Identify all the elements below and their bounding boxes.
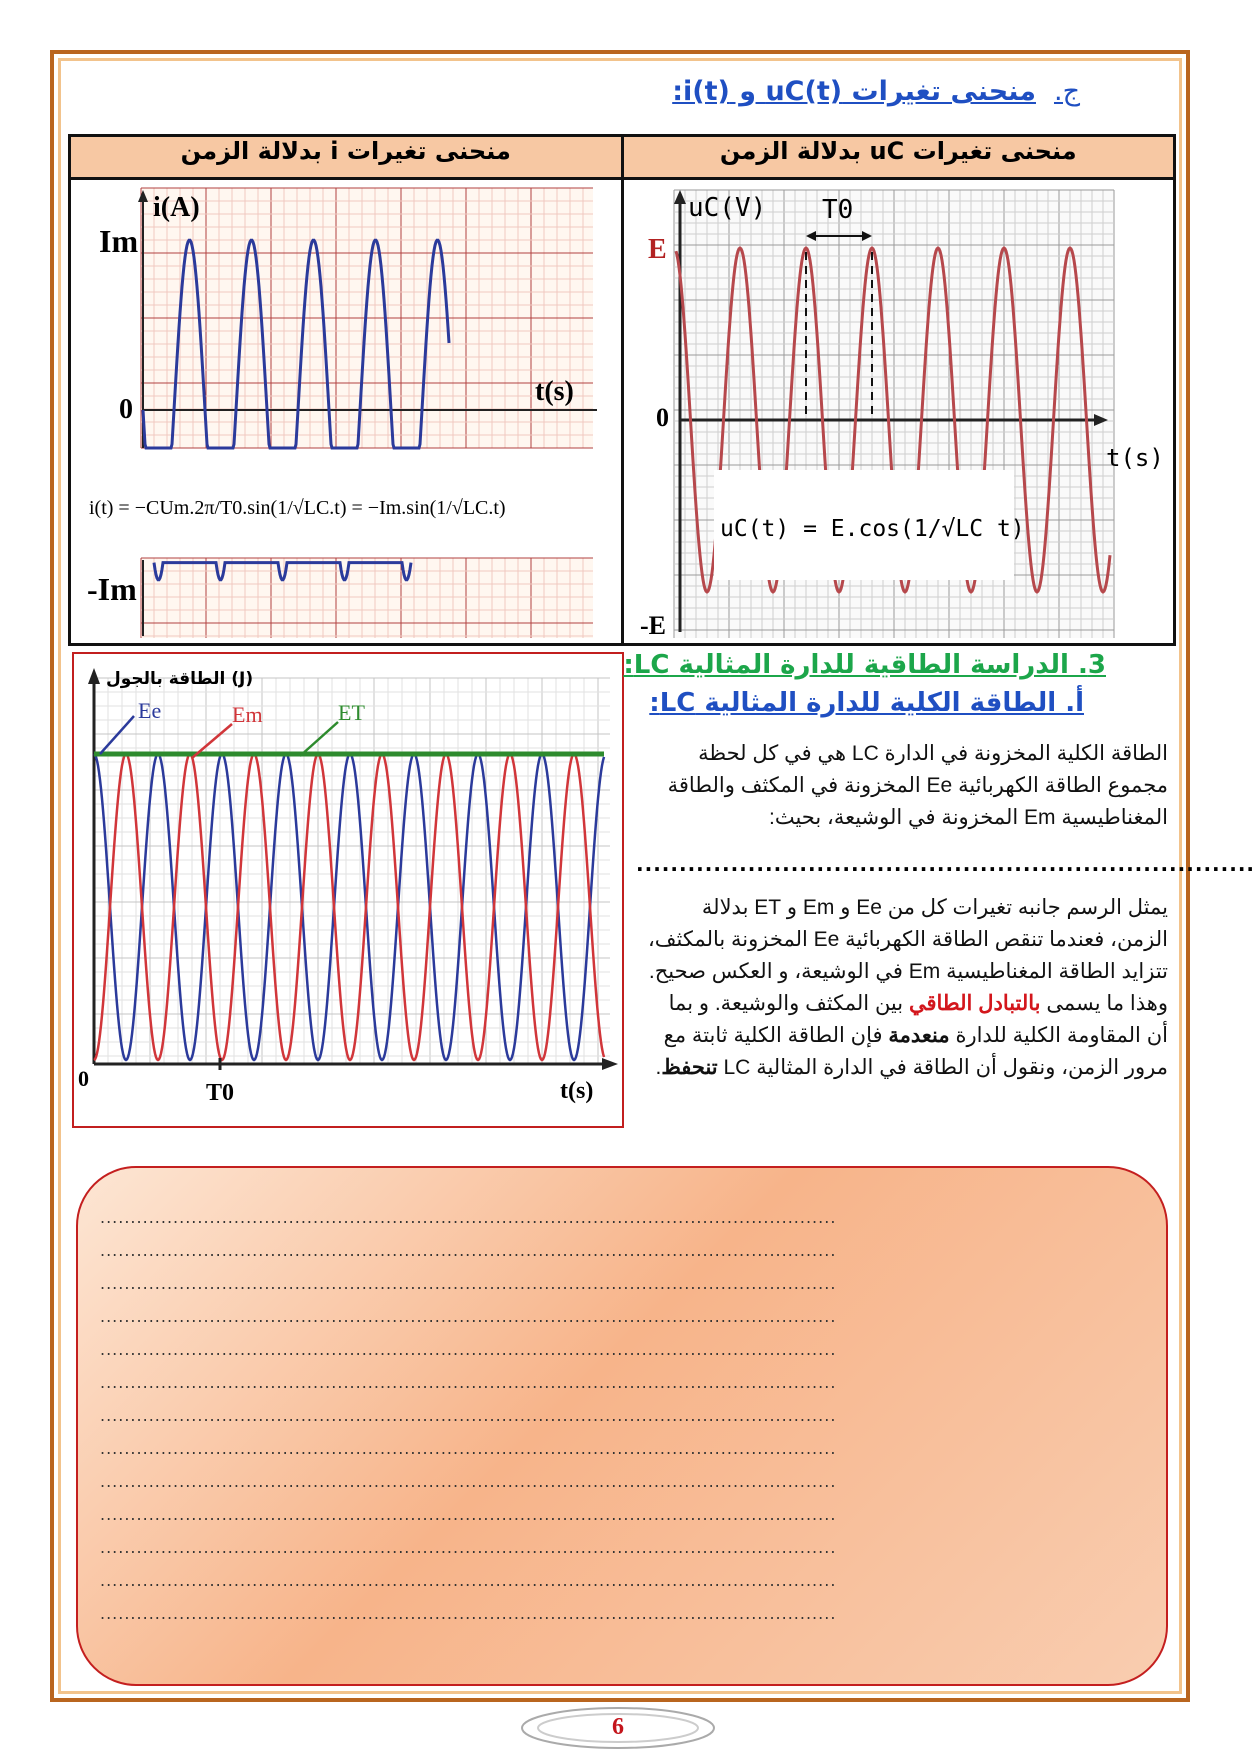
voltage-tick-negE: -E [639,611,666,640]
legend-Ee: Ee [138,698,162,723]
para2-conserved-term: تنحفظ [661,1056,718,1079]
curves-table [68,134,1176,646]
para2-part-a: يمثل الرسم جانبه تغيرات كل من Ee و Em و ET بدلالة الزمن، فعندما تنقص الطاقة الكهربائية Ee المخزونة بالمكثف، تتزايد الطاقة المغناطيسية Em في الوشيعة، و العكس صحيح. وهذا ما يسمى [647,896,1168,1015]
notes-box [76,1166,1168,1686]
energy-y-arrow-icon [88,668,100,684]
current-x-label: t(s) [535,376,574,407]
graph-current [71,180,621,642]
legend-ET: ET [338,700,365,725]
note-line[interactable]: ......................................................................................................................... [100,1340,837,1359]
heading-energy-study: 3. الدراسة الطاقية للدارة المثالية LC: [623,650,1106,680]
note-line[interactable]: ......................................................................................................................... [100,1241,837,1260]
para2-energy-exchange-term: بالتبادل الطاقي [908,992,1041,1015]
voltage-formula: uC(t) = E.cos(1/√LC t) [719,516,1025,542]
voltage-y-label: uC(V) [687,193,766,223]
energy-x-label: t(s) [560,1078,594,1104]
note-line[interactable]: ......................................................................................................................... [100,1274,837,1293]
section-title-text: منحنى تغيرات uC(t) و i(t): [672,76,1036,107]
note-line[interactable]: ......................................................................................................................... [100,1439,837,1458]
table-head-right: منحنى تغيرات uC بدلالة الزمن [622,136,1175,179]
fill-in-dots: ........................................................................ [636,852,1255,876]
paragraph-total-energy: الطاقة الكلية المخزونة في الدارة LC هي في كل لحظة مجموع الطاقة الكهربائية Ee المخزونة في المكثف والطاقة المغناطيسية Em المخزونة في الوشيعة، بحيث: [667,742,1168,829]
current-formula: i(t) = −CUm.2π/T0.sin(1/√LC.t) = −Im.sin(1/√LC.t) [89,497,506,519]
current-y-label: i(A) [153,192,200,223]
legend-Em: Em [232,702,263,727]
voltage-tick-zero: 0 [655,403,669,432]
section-number: ج. [1053,76,1080,107]
para2-part-b: بين المكثف والوشيعة. و بما أن المقاومة الكلية للدارة [668,992,1168,1047]
energy-tick-zero: 0 [78,1066,89,1091]
table-head-left: منحنى تغيرات i بدلالة الزمن [70,136,623,179]
energy-graph-box [72,652,624,1128]
para2-part-c: فإن الطاقة الكلية ثابتة مع مرور الزمن، ونقول أن الطاقة في الدارة المثالية LC [663,1024,1168,1079]
voltage-x-label: t(s) [1105,444,1164,472]
heading-total-energy: أ. الطاقة الكلية للدارة المثالية LC: [649,688,1084,718]
note-line[interactable]: ......................................................................................................................... [100,1505,837,1524]
page-number-badge [520,1706,716,1750]
current-tick-zero: 0 [119,394,133,425]
note-line[interactable]: ......................................................................................................................... [100,1604,837,1623]
note-line[interactable]: ......................................................................................................................... [100,1208,837,1227]
energy-period-label: T0 [206,1080,235,1106]
section-title [672,76,1080,107]
page-number: 6 [612,1714,624,1740]
note-line[interactable]: ......................................................................................................................... [100,1373,837,1392]
note-line[interactable]: ......................................................................................................................... [100,1307,837,1326]
note-line[interactable]: ......................................................................................................................... [100,1472,837,1491]
paragraph-energy-exchange: يمثل الرسم جانبه تغيرات كل من Ee و Em و ET بدلالة الزمن، فعندما تنقص الطاقة الكهربائية Ee المخزونة بالمكثف، تتزايد الطاقة المغناطيسية Em في الوشيعة، و العكس صحيح. وهذا ما يسمى بالتبادل الطاقي بين المكثف والوشيعة. و بما أن المقاومة الكلية للدارة منعدمة فإن الطاقة الكلية ثابتة مع مرور الزمن، ونقول أن الطاقة في الدارة المثالية LC تنحفظ. [647,896,1168,1079]
graph-voltage [624,180,1174,642]
energy-y-label: الطاقة بالجول (J) [106,669,254,689]
note-line[interactable]: ......................................................................................................................... [100,1538,837,1557]
voltage-tick-E: E [647,234,667,265]
note-line[interactable]: ......................................................................................................................... [100,1571,837,1590]
para2-zero-term: منعدمة [888,1024,950,1047]
note-line[interactable]: ......................................................................................................................... [100,1406,837,1425]
voltage-period-label: T0 [821,195,853,225]
current-tick-Im: Im [99,223,139,259]
current-tick-negIm: -Im [87,571,137,607]
